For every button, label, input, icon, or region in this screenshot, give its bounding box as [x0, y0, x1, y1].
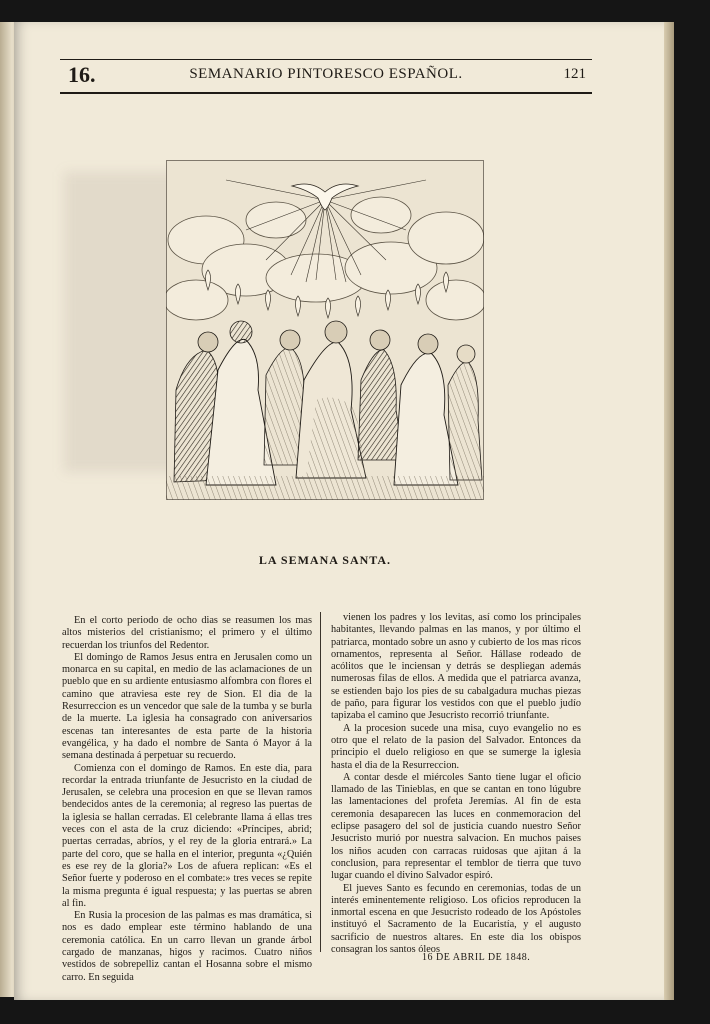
paragraph: vienen los padres y los levitas, así como los principales habitantes, llevando palmas en las manos, y por último el patriarca, montado sobre un asno y cubierto de los mas ricos ornamentos, representa al Señor. Hállase rodeado de acólitos que le inciensan y detrás se despliegan además numerosas filas de ellos. A medida que el patriarca avanza, se estienden bajo los pies de su cabalgadura muchas piezas de paño, para figurar los vestidos con que el pueblo judío tapizaba el camino que Jesucristo recorrió triunfante.	[331, 612, 581, 722]
paragraph: El jueves Santo es fecundo en ceremonias, todas de un interés eminentemente religioso. Los oficios reproducen la inmortal escena en que Jesucristo rodeado de los Apóstoles instituyó el Sacramento de la Eucaristía, y el augusto sacrificio de nuestros altares. En este dia los obispos consagran los santos óleos	[331, 882, 581, 956]
paragraph: En el corto periodo de ocho dias se reasumen los mas altos misterios del cristianismo; el primero y el último recuerdan los triunfos del Redentor.	[62, 615, 312, 651]
issue-date: 16 DE ABRIL DE 1848.	[422, 952, 531, 963]
column-divider	[320, 612, 321, 952]
publication-title: SEMANARIO PINTORESCO ESPAÑOL.	[189, 66, 463, 82]
paragraph: Comienza con el domingo de Ramos. En este dia, para recordar la entrada triunfante de Jesucristo en la ciudad de Jerusalen, se celebra una procesion en que se llevan ramos bendecidos antes de la ceremonia; al regreso las puertas de la iglesia se hallan cerradas. El celebrante llama á ellas tres veces con el asta de la cruz diciendo: «Príncipes, abrid; puertas cerradas, abríos, y el rey de la gloria entrará.» La parte del coro, que se halla en el interior, pregunta «¿Quién es ese rey de la gloria?» Los de afuera replican: «Es el Señor fuerte y poderoso en el combate:» tres veces se repite la misma pregunta é igual respuesta; y las puertas se abren al fin.	[62, 762, 312, 909]
page-right-edge	[664, 22, 674, 1000]
article-title: LA SEMANA SANTA.	[258, 553, 392, 567]
header-top-rule	[60, 59, 592, 60]
pentecost-engraving	[166, 160, 484, 500]
issue-number: 16.	[68, 62, 96, 87]
article-column-right	[331, 612, 581, 956]
paragraph: El domingo de Ramos Jesus entra en Jerusalen como un monarca en su capital, en medio de las aclamaciones de un pueblo que en su ardiente entusiasmo alfombra con flores el camino que atraviesa este rey de Sion. El dia de la Resurreccion es un vencedor que sale de la tumba y se burla de la muerte. La iglesia ha consagrado con aniversarios escenas tan interesantes de esta parte de la historia evangélica, y ha dado el nombre de Santa ó Mayor á la semana destinada á perpetuar su recuerdo.	[62, 651, 312, 762]
article-column-left	[62, 615, 312, 984]
paragraph: A la procesion sucede una misa, cuyo evangelio no es otro que el relato de la pasion del Salvador. Entonces da principio el duelo religioso en que se sumerge la iglesia hasta el dia de la Resurreccion.	[331, 722, 581, 771]
page-number: 121	[563, 66, 586, 82]
paragraph: En Rusia la procesion de las palmas es mas dramática, si nos es dado emplear este término hablando de una ceremonia católica. En un carro llevan un grande árbol cargado de manzanas, higos y racimos. Cuatro niños vestidos de sobrepelliz cantan el Hosanna sobre el mismo carro. En seguida	[62, 910, 312, 983]
page-header	[60, 62, 592, 94]
paragraph: A contar desde el miércoles Santo tiene lugar el oficio llamado de las Tinieblas, en que se cantan en tono lúgubre las lamentaciones del profeta Jeremías. Al fin de esta ceremonia desaparecen las luces en conmemoracion del eclipse pasagero del sol de justicia cuando nuestro Señor Jesucristo murió por nuestra salvacion. En muchos paises los niños acuden con carracas ruidosas que ajitan á la conclusion, para representar el temblor de tierra que tuvo lugar cuando el divino Salvador espiró.	[331, 771, 581, 882]
